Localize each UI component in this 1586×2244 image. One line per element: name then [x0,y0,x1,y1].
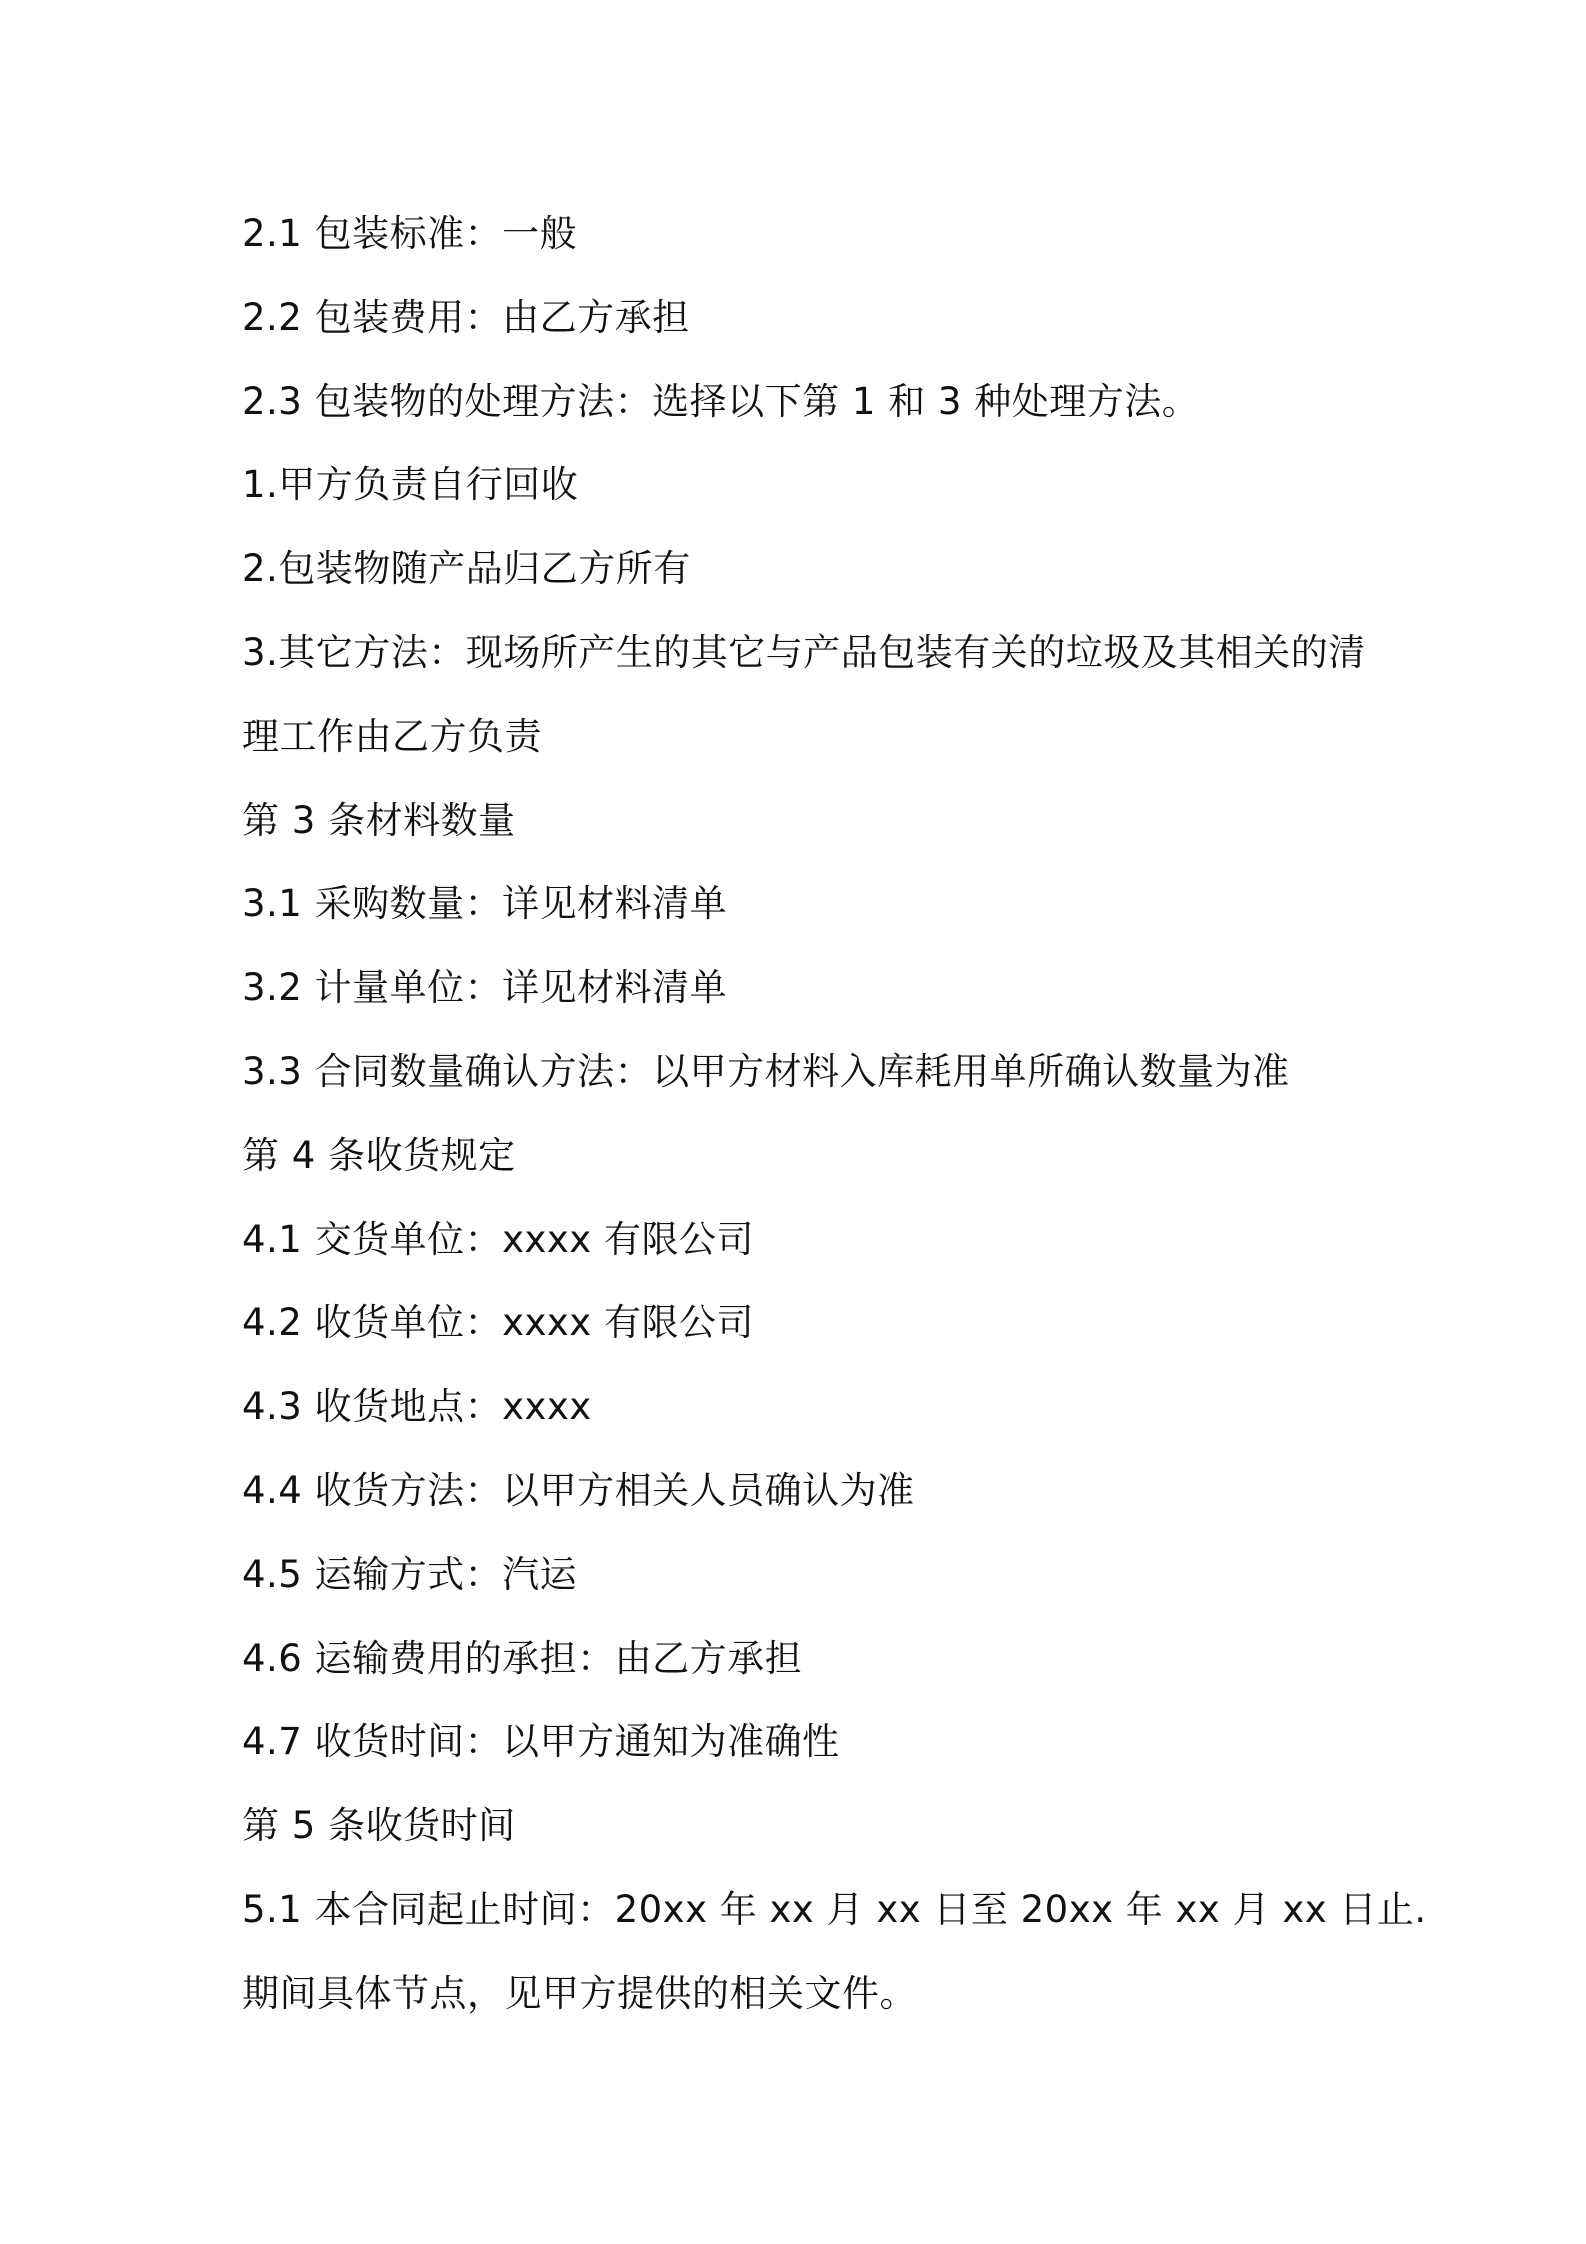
clause-3-1-purchase-quantity: 3.1 采购数量：详见材料清单 [242,882,728,926]
section-heading-4: 第 4 条收货规定 [242,1133,516,1177]
clause-4-6-transport-cost: 4.6 运输费用的承担：由乙方承担 [242,1636,803,1680]
clause-3-3-quantity-confirmation: 3.3 合同数量确认方法：以甲方材料入库耗用单所确认数量为准 [242,1049,1290,1093]
clause-2-1-packaging-standard: 2.1 包装标准：一般 [242,212,578,255]
document-body [242,192,1427,2036]
clause-5-1-continued: 期间具体节点，见甲方提供的相关文件。 [242,1971,917,2015]
clause-4-2-receiving-unit: 4.2 收货单位：xxxx 有限公司 [242,1301,754,1345]
clause-4-5-transport-mode: 4.5 运输方式：汽运 [242,1552,578,1596]
list-item-3: 3.其它方法：现场所产生的其它与产品包装有关的垃圾及其相关的清 [242,630,1366,674]
clause-4-7-receiving-time: 4.7 收货时间：以甲方通知为准确性 [242,1720,840,1764]
clause-4-4-receiving-method: 4.4 收货方法：以甲方相关人员确认为准 [242,1468,915,1512]
section-heading-5: 第 5 条收货时间 [242,1804,516,1848]
clause-2-2-packaging-cost: 2.2 包装费用：由乙方承担 [242,295,690,339]
list-item-2: 2.包装物随产品归乙方所有 [242,547,691,591]
list-item-3-continued: 理工作由乙方负责 [242,714,542,758]
clause-5-1-contract-period: 5.1 本合同起止时间：20xx 年 xx 月 xx 日至 20xx 年 xx 月 xx 日止. [242,1887,1427,1931]
list-item-1: 1.甲方负责自行回收 [242,463,579,507]
clause-3-2-unit-of-measure: 3.2 计量单位：详见材料清单 [242,966,728,1010]
clause-2-3-packaging-disposal: 2.3 包装物的处理方法：选择以下第 1 和 3 种处理方法。 [242,379,1200,423]
clause-4-1-delivery-unit: 4.1 交货单位：xxxx 有限公司 [242,1217,754,1261]
section-heading-3: 第 3 条材料数量 [242,798,516,842]
clause-4-3-receiving-location: 4.3 收货地点：xxxx [242,1385,592,1429]
